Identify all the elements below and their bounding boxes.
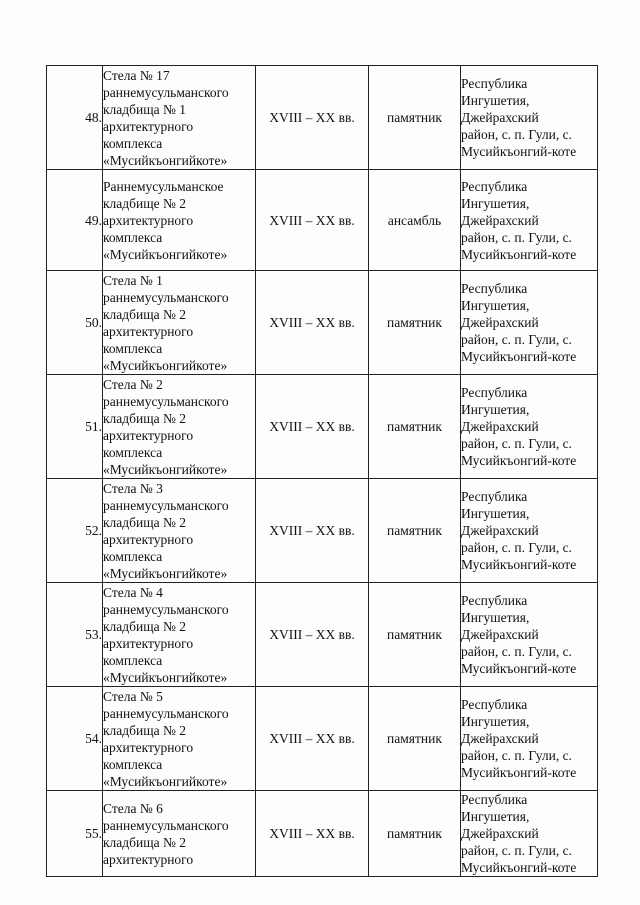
location-line: Мусийкъонгий-коте (461, 349, 577, 364)
location-line: Ингушетия, (461, 610, 530, 625)
object-name-line: раннемусульманского (103, 602, 229, 617)
object-type-cell: памятник (369, 479, 461, 583)
location-line: Ингушетия, (461, 809, 530, 824)
registry-table-body (47, 66, 598, 877)
object-name-line: раннемусульманского (103, 498, 229, 513)
object-name-line: архитектурного (103, 636, 194, 651)
object-name-line: Раннемусульманское (103, 179, 224, 194)
object-name-line: раннемусульманского (103, 394, 229, 409)
location-cell (461, 583, 598, 687)
object-name-cell (103, 583, 256, 687)
object-name-line: кладбища № 2 (103, 515, 187, 530)
object-name-line: комплекса (103, 230, 163, 245)
object-name-line: Стела № 6 (103, 801, 163, 816)
dating-cell: XVIII – XX вв. (256, 583, 369, 687)
object-name-cell (103, 170, 256, 271)
row-number: 52. (47, 479, 103, 583)
row-number: 51. (47, 375, 103, 479)
location-line: Джейрахский (461, 212, 539, 228)
location-line: Мусийкъонгий-коте (461, 765, 577, 780)
table-row (47, 687, 598, 791)
location-line: район, с. п. Гули, с. (461, 436, 572, 451)
table-row (47, 66, 598, 170)
location-line: район, с. п. Гули, с. (461, 332, 572, 347)
location-line: Джейрахский (461, 627, 539, 642)
location-line: Ингушетия, (461, 714, 530, 729)
table-row (47, 791, 598, 877)
object-name-line: комплекса (103, 136, 163, 151)
location-cell (461, 271, 598, 375)
object-name-cell (103, 479, 256, 583)
row-number: 50. (47, 271, 103, 375)
location-line: Ингушетия, (461, 506, 530, 521)
object-name-line: раннемусульманского (103, 85, 229, 100)
location-line: Мусийкъонгий-коте (461, 661, 577, 676)
location-line: Мусийкъонгий-коте (461, 860, 577, 875)
row-number: 53. (47, 583, 103, 687)
object-name-line: кладбища № 2 (103, 835, 187, 850)
object-name-line: «Мусийкъонгийкоте» (103, 247, 228, 262)
object-name-line: раннемусульманского (103, 290, 229, 305)
object-name-line: «Мусийкъонгийкоте» (103, 774, 228, 789)
location-line: Мусийкъонгий-коте (461, 557, 577, 572)
location-line: Ингушетия, (461, 93, 530, 108)
dating-cell: XVIII – XX вв. (256, 170, 369, 271)
object-name-line: кладбища № 2 (103, 307, 187, 322)
dating-cell: XVIII – XX вв. (256, 66, 369, 170)
object-name-line: комплекса (103, 341, 163, 356)
object-name-line: «Мусийкъонгийкоте» (103, 153, 228, 168)
object-name-line: Стела № 1 (103, 273, 163, 288)
location-line: Республика (461, 178, 528, 194)
object-name-line: «Мусийкъонгийкоте» (103, 670, 228, 685)
location-cell (461, 479, 598, 583)
object-name-line: Стела № 2 (103, 377, 163, 392)
object-name-cell (103, 687, 256, 791)
object-type-cell: памятник (369, 271, 461, 375)
location-line: Республика (461, 489, 528, 504)
object-name-line: Стела № 4 (103, 585, 163, 600)
location-line: Республика (461, 792, 528, 807)
object-name-line: «Мусийкъонгийкоте» (103, 358, 228, 373)
location-line: Джейрахский (461, 826, 539, 841)
location-line: район, с. п. Гули, с. (461, 540, 572, 555)
row-number: 49. (47, 170, 103, 271)
object-name-line: кладбища № 2 (103, 723, 187, 738)
object-name-line: «Мусийкъонгийкоте» (103, 566, 228, 581)
object-name-line: комплекса (103, 549, 163, 564)
object-name-line: Стела № 3 (103, 481, 163, 496)
location-line: район, с. п. Гули, с. (461, 644, 572, 659)
object-name-line: кладбища № 1 (103, 102, 187, 117)
location-line: Республика (461, 697, 528, 712)
object-name-line: комплекса (103, 653, 163, 668)
dating-cell: XVIII – XX вв. (256, 791, 369, 877)
object-name-line: Стела № 5 (103, 689, 163, 704)
location-cell (461, 791, 598, 877)
location-line: Республика (461, 281, 528, 296)
object-name-cell (103, 271, 256, 375)
object-type-cell: памятник (369, 66, 461, 170)
row-number: 54. (47, 687, 103, 791)
dating-cell: XVIII – XX вв. (256, 687, 369, 791)
location-line: Ингушетия, (461, 195, 530, 211)
location-line: Мусийкъонгий-коте (461, 144, 577, 159)
object-name-line: Стела № 17 (103, 68, 170, 83)
table-row (47, 271, 598, 375)
location-line: Мусийкъонгий-коте (461, 453, 577, 468)
object-type-cell: памятник (369, 375, 461, 479)
row-number: 55. (47, 791, 103, 877)
object-name-cell (103, 791, 256, 877)
location-cell (461, 687, 598, 791)
object-name-line: архитектурного (103, 852, 194, 867)
location-line: Джейрахский (461, 419, 539, 434)
object-name-line: архитектурного (103, 324, 194, 339)
object-name-line: архитектурного (103, 532, 194, 547)
location-cell (461, 375, 598, 479)
table-row (47, 170, 598, 271)
object-name-line: кладбища № 2 (103, 411, 187, 426)
row-number: 48. (47, 66, 103, 170)
object-name-line: раннемусульманского (103, 706, 229, 721)
dating-cell: XVIII – XX вв. (256, 375, 369, 479)
location-line: Республика (461, 76, 528, 91)
object-name-cell (103, 375, 256, 479)
dating-cell: XVIII – XX вв. (256, 271, 369, 375)
table-row (47, 583, 598, 687)
location-line: Джейрахский (461, 731, 539, 746)
location-line: Мусийкъонгий-коте (461, 246, 577, 262)
dating-cell: XVIII – XX вв. (256, 479, 369, 583)
object-type-cell: ансамбль (369, 170, 461, 271)
heritage-registry-table (46, 65, 598, 877)
table-row (47, 375, 598, 479)
location-cell (461, 66, 598, 170)
location-cell (461, 170, 598, 271)
location-line: район, с. п. Гули, с. (461, 748, 572, 763)
object-name-line: «Мусийкъонгийкоте» (103, 462, 228, 477)
object-name-line: раннемусульманского (103, 818, 229, 833)
object-name-cell (103, 66, 256, 170)
object-name-line: архитектурного (103, 213, 194, 228)
table-row (47, 479, 598, 583)
location-line: Ингушетия, (461, 298, 530, 313)
object-name-line: архитектурного (103, 740, 194, 755)
object-name-line: комплекса (103, 757, 163, 772)
object-name-line: кладбища № 2 (103, 619, 187, 634)
location-line: Республика (461, 593, 528, 608)
location-line: Джейрахский (461, 315, 539, 330)
location-line: район, с. п. Гули, с. (461, 843, 572, 858)
location-line: Джейрахский (461, 110, 539, 125)
object-type-cell: памятник (369, 791, 461, 877)
location-line: район, с. п. Гули, с. (461, 229, 572, 245)
object-type-cell: памятник (369, 583, 461, 687)
location-line: район, с. п. Гули, с. (461, 127, 572, 142)
object-name-line: кладбище № 2 (103, 196, 187, 211)
location-line: Джейрахский (461, 523, 539, 538)
object-name-line: архитектурного (103, 428, 194, 443)
location-line: Республика (461, 385, 528, 400)
object-type-cell: памятник (369, 687, 461, 791)
object-name-line: архитектурного (103, 119, 194, 134)
location-line: Ингушетия, (461, 402, 530, 417)
object-name-line: комплекса (103, 445, 163, 460)
